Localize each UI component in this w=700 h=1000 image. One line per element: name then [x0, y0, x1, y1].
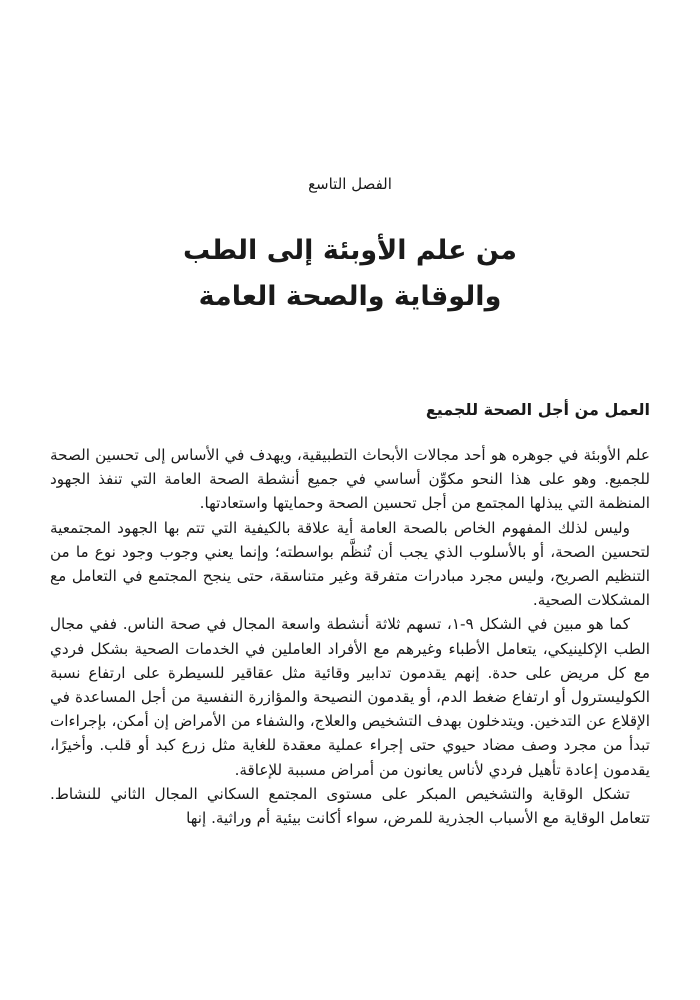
paragraph: كما هو مبين في الشكل ٩-١، تسهم ثلاثة أنشطة واسعة المجال في صحة الناس. ففي مجال الطب الإكلينيكي، يتعامل الأطباء وغيرهم مع الأفراد العاملين في الخدمات الصحية بشكل فردي مع كل مريض على حدة. إنهم يقدمون تدابير وقائية مثل عقاقير للسيطرة على ارتفاع نسبة الكوليسترول أو ارتفاع ضغط الدم، أو يقدمون النصيحة والمؤازرة النفسية من أجل المساعدة في الإقلاع عن التدخين. ويتدخلون بهدف التشخيص والعلاج، والشفاء من الأمراض إن أمكن، بإجراءات تبدأ من مجرد وصف مضاد حيوي حتى إجراء عملية معقدة للغاية مثل زرع كبد أو قلب. وأخيرًا، يقدمون إعادة تأهيل فردي لأناس يعانون من أمراض مسببة للإعاقة.: [50, 615, 650, 779]
paragraph: تشكل الوقاية والتشخيص المبكر على مستوى المجتمع السكاني المجال الثاني للنشاط. تتعامل الوقاية مع الأسباب الجذرية للمرض، سواء أكانت بيئية أم وراثية. إنها: [50, 784, 650, 828]
chapter-label: الفصل التاسع: [308, 175, 392, 193]
paragraph: وليس لذلك المفهوم الخاص بالصحة العامة أية علاقة بالكيفية التي تتم بها الجهود المجتمعية لتحسين الصحة، أو بالأسلوب الذي يجب أن تُنظَّم بواسطته؛ وإنما يعني وجوب وجود نوع ما من التنظيم الصريح، وليس مجرد مبادرات متفرقة وغير متناسقة، حتى ينجح المجتمع في التعامل مع المشكلات الصحية.: [50, 518, 650, 610]
chapter-title: من علم الأوبئة إلى الطب والوقاية والصحة العامة: [183, 235, 517, 312]
section-heading: العمل من أجل الصحة للجميع: [425, 400, 650, 419]
body-text: [50, 443, 650, 830]
paragraph: علم الأوبئة في جوهره هو أحد مجالات الأبحاث التطبيقية، ويهدف في الأساس إلى تحسين الصحة للجميع. وهو على هذا النحو مكوِّن أساسي في جميع أنشطة الصحة العامة التي تنفذ الجهود المنظمة التي يبذلها المجتمع من أجل تحسين الصحة وحمايتها واستعادتها.: [50, 446, 650, 513]
